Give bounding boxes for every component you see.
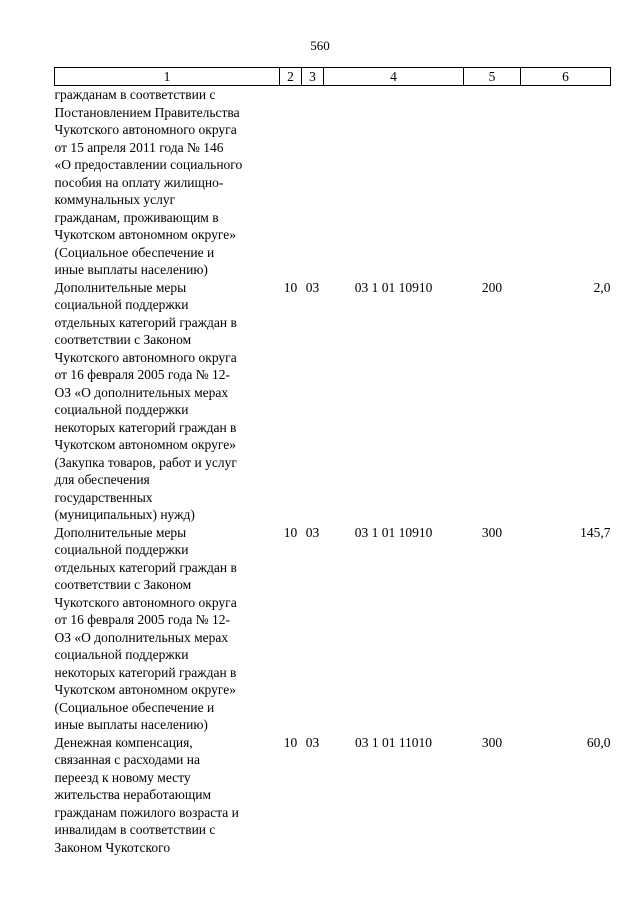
- row-name: Денежная компенсация, связанная с расходами на переезд к новому месту жительства неработающим гражданам пожилого возраста и инвалидам в соответствии с Законом Чукотского: [54, 734, 239, 855]
- row-target-code: 03 1 01 10910: [354, 524, 433, 540]
- table-row: [55, 524, 611, 734]
- row-section: 10: [283, 279, 298, 295]
- row-amount: 60,0: [586, 734, 611, 750]
- row-name: гражданам в соответствии с Постановлением Правительства Чукотского автономного округа от 15 апреля 2011 года № 146 «О предоставлении социального пособия на оплату жилищно- коммунальных услуг гражданам, проживающим в Чукотском автономном округе» (Социальное обеспечение и иные выплаты населению): [54, 87, 243, 277]
- row-subsection: [302, 86, 324, 279]
- row-expense-type: 300: [481, 524, 503, 540]
- row-name: Дополнительные меры социальной поддержки отдельных категорий граждан в соответствии с Законом Чукотского автономного округа от 16 февраля 2005 года № 12- ОЗ «О дополнительных мерах социальной поддержки некоторых категорий граждан в Чукотском автономном округе» (Закупка товаров, работ и услуг для обеспечения государственных (муниципальных) нужд): [54, 279, 237, 522]
- table-row: [55, 86, 611, 279]
- table-row: [55, 279, 611, 524]
- header-col-2: 2: [280, 68, 302, 86]
- page-number: 560: [310, 38, 330, 53]
- row-target-code: 03 1 01 11010: [354, 734, 433, 750]
- row-subsection: 03: [305, 734, 320, 750]
- header-col-1: 1: [55, 68, 280, 86]
- row-expense-type: 300: [481, 734, 503, 750]
- row-name: Дополнительные меры социальной поддержки отдельных категорий граждан в соответствии с Законом Чукотского автономного округа от 16 февраля 2005 года № 12- ОЗ «О дополнительных мерах социальной поддержки некоторых категорий граждан в Чукотском автономном округе» (Социальное обеспечение и иные выплаты населению): [54, 524, 237, 732]
- header-col-5: 5: [464, 68, 521, 86]
- row-amount: [521, 86, 611, 279]
- row-target-code: [324, 86, 464, 279]
- header-col-6: 6: [521, 68, 611, 86]
- table-header-row: [55, 68, 611, 86]
- header-col-4: 4: [324, 68, 464, 86]
- row-target-code: 03 1 01 10910: [354, 279, 433, 295]
- row-subsection: 03: [305, 524, 320, 540]
- row-section: 10: [283, 524, 298, 540]
- table-row: [55, 734, 611, 857]
- row-expense-type: [464, 86, 521, 279]
- row-amount: 2,0: [593, 279, 611, 295]
- header-col-3: 3: [302, 68, 324, 86]
- row-subsection: 03: [305, 279, 320, 295]
- row-amount: 145,7: [580, 524, 611, 540]
- row-expense-type: 200: [481, 279, 503, 295]
- row-section: 10: [283, 734, 298, 750]
- row-section: [280, 86, 302, 279]
- budget-table: [54, 67, 611, 856]
